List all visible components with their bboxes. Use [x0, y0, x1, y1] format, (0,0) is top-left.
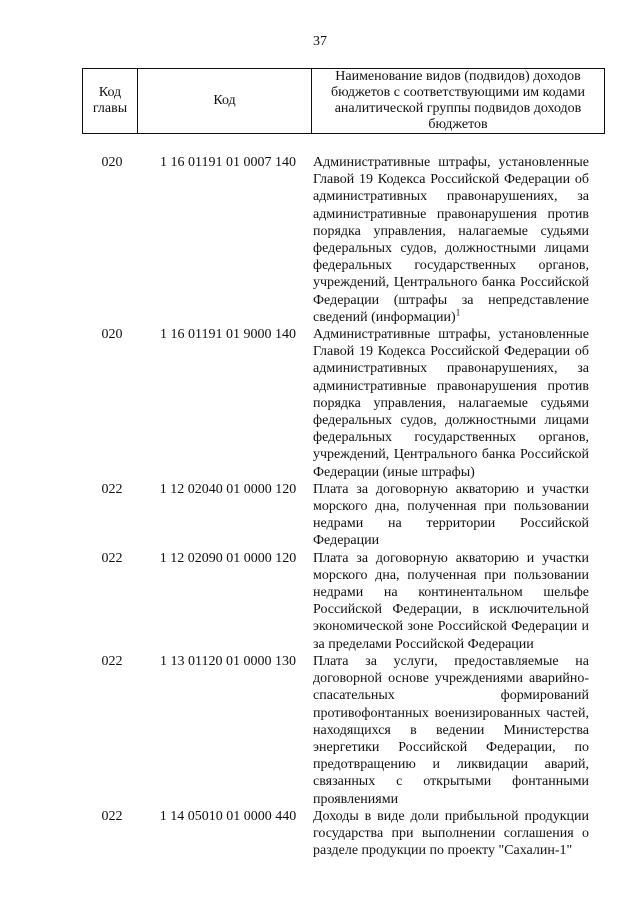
row-description-text: Административные штрафы, установленные Главой 19 Кодекса Российской Федерации об административных правонарушениях, за административные правонарушения против порядка управления, налагаемые судьями федеральных судов, должностными лицами федеральных государственных органов, учреждений, Центрального банка Российской Федерации (штрафы за непредставление сведений (информации) [313, 155, 589, 325]
table-row [0, 808, 640, 860]
table-header [82, 68, 605, 134]
row-budget-code: 1 14 05010 01 0000 440 [159, 808, 297, 824]
row-budget-code: 1 12 02040 01 0000 120 [159, 481, 297, 497]
row-budget-code: 1 13 01120 01 0000 130 [160, 653, 296, 669]
row-description: Административные штрафы, установленные Главой 19 Кодекса Российской Федерации об административных правонарушениях, за административные правонарушения против порядка управления, налагаемые судьями федеральных судов, должностными лицами федеральных государственных органов, учреждений, Центрального банка Российской Федерации (иные штрафы) [313, 327, 589, 480]
header-cell-name: Наименование видов (подвидов) доходов бюджетов с соответствующими им кодами аналитической группы подвидов доходов бюджетов [312, 69, 605, 134]
row-description: Плата за договорную акваторию и участки морского дна, полученная при пользовании недрами на территории Российской Федерации [313, 481, 589, 549]
table-row [0, 326, 640, 481]
row-chapter-code: 022 [101, 481, 123, 497]
header-cell-code: Код [138, 69, 312, 134]
row-budget-code: 1 12 02090 01 0000 120 [159, 550, 297, 566]
row-chapter-code: 022 [101, 808, 123, 824]
row-description: Плата за договорную акваторию и участки морского дна, полученная при пользовании недрами на континентальном шельфе Российской Федерации, в исключительной экономической зоне Российской Федерации и за пределами Российской Федерации [313, 550, 589, 652]
table-row [0, 550, 640, 653]
table-row [0, 653, 640, 808]
header-cell-glav: Код главы [83, 69, 138, 134]
row-chapter-code: 022 [101, 550, 123, 566]
row-chapter-code: 022 [101, 653, 123, 669]
row-description: Плата за услуги, предоставляемые на договорной основе учреждениями аварийно-спасательных формирований противофонтанных военизированных частей, находящихся в ведении Министерства энергетики Российской Федерации, по предотвращению и ликвидации аварий, связанных с открытыми фонтанными проявлениями [313, 653, 589, 807]
table-body [0, 154, 640, 859]
row-budget-code: 1 16 01191 01 9000 140 [160, 327, 296, 343]
table-row [0, 154, 640, 326]
page-number: 37 [313, 34, 327, 49]
row-description [313, 154, 589, 326]
row-description: Доходы в виде доли прибыльной продукции государства при выполнении соглашения о разделе продукции по проекту "Сахалин-1" [313, 808, 589, 859]
row-budget-code: 1 16 01191 01 0007 140 [160, 155, 296, 170]
table-row [0, 481, 640, 550]
footnote-marker: 1 [455, 307, 461, 318]
row-chapter-code: 020 [101, 155, 123, 170]
row-chapter-code: 020 [101, 327, 123, 343]
